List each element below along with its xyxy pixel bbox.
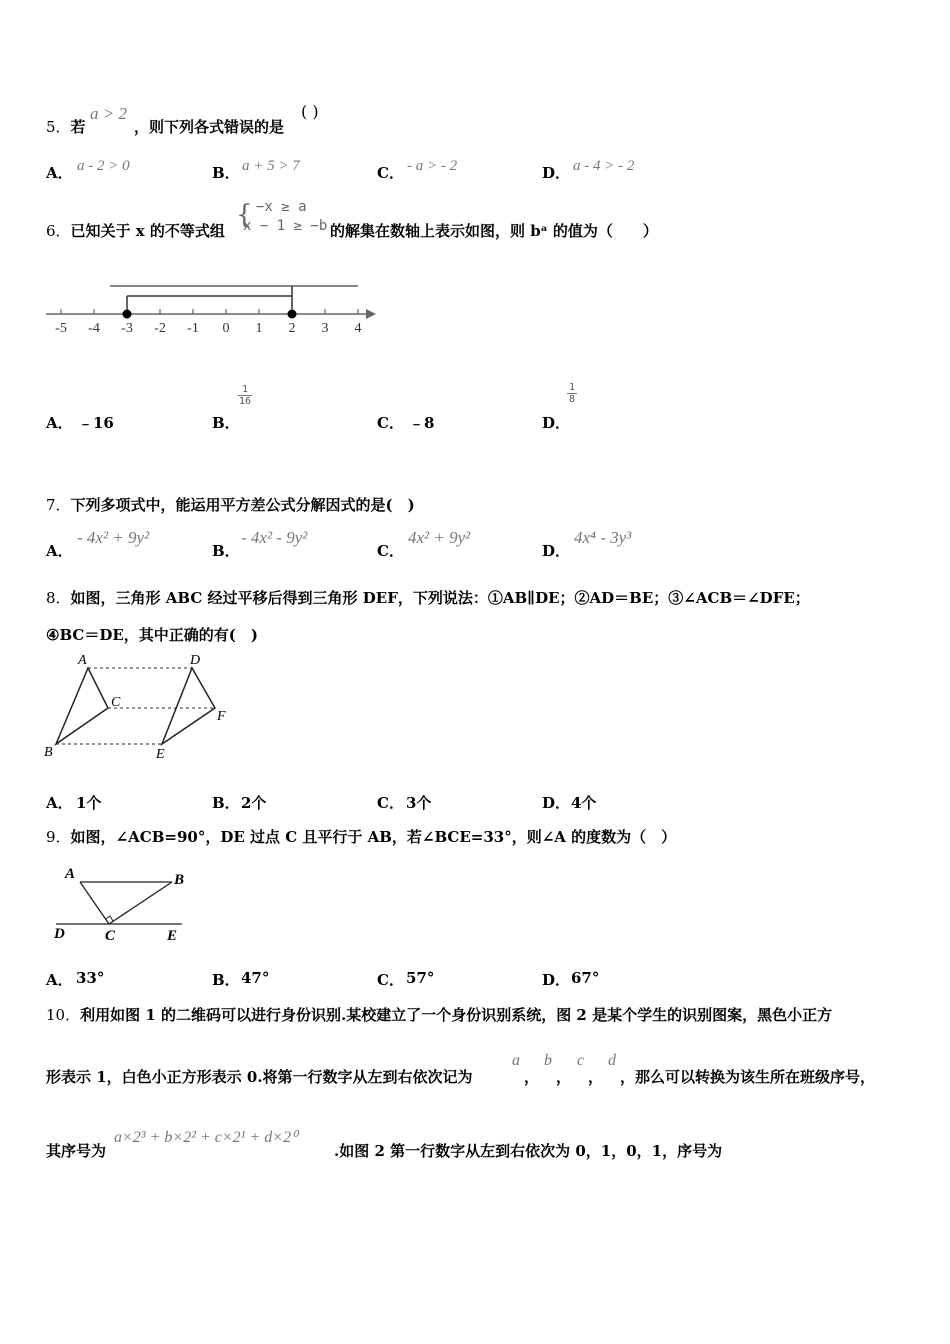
q7-number: 7． [46, 496, 71, 514]
q9-option-c-label[interactable]: C． [377, 971, 404, 989]
q6-tick-label: -4 [88, 321, 100, 336]
q5-option-a: a - 2 > 0 [77, 158, 130, 174]
q9-label-e: E [167, 928, 178, 944]
q7-option-c-label[interactable]: C． [377, 542, 404, 560]
q6-option-a: ﹣16 [78, 414, 114, 432]
q9-label-c: C [105, 928, 116, 944]
q6-tick-label: -3 [121, 321, 133, 336]
q8-stem-line1 [46, 587, 810, 608]
q9-option-a: 33° [76, 969, 105, 987]
q10-line1 [46, 1004, 832, 1025]
q8-line2: ④BC＝DE，其中正确的有( ) [46, 626, 258, 644]
q9-segment-bc [109, 882, 172, 924]
q6-stem [46, 220, 225, 241]
q10-var-b: b [544, 1052, 552, 1069]
q8-figure [40, 650, 240, 768]
q5-option-a-label[interactable]: A． [46, 164, 73, 182]
q10-line3-pre: 其序号为 [46, 1142, 107, 1160]
q6-option-b-num: 1 [241, 384, 249, 395]
q6-system-line2: x − 1 ≥ −b [243, 218, 328, 234]
q8-label-c: C [111, 695, 121, 710]
q9-option-a-label[interactable]: A． [46, 971, 73, 989]
q7-option-d-label[interactable]: D． [542, 542, 571, 560]
q9-option-d: 67° [571, 969, 600, 987]
q8-option-b-label[interactable]: B． [212, 794, 240, 812]
q8-option-b: 2个 [241, 794, 267, 812]
q10-line1-text: 利用如图 1 的二维码可以进行身份识别.某校建立了一个身份识别系统，图 2 是某个学生的识别图案，黑色小正方 [80, 1006, 833, 1024]
q5-number: 5． [46, 118, 71, 136]
q9-text: 如图，∠ACB=90°，DE 过点 C 且平行于 AB，若∠BCE=33°，则∠A 的度数为（ ） [70, 828, 677, 846]
q6-option-c: ﹣8 [409, 414, 435, 432]
q8-triangle-def [162, 668, 215, 744]
q10-var-d: d [608, 1052, 616, 1069]
q9-segment-ac [80, 882, 109, 924]
q10-line2-pre: 形表示 1，白色小正方形表示 0.将第一行数字从左到右依次记为 [46, 1068, 473, 1086]
q9-option-d-label[interactable]: D． [542, 971, 571, 989]
q5-option-b-label[interactable]: B． [212, 164, 240, 182]
q10-line2-post: ，那么可以转换为该生所在班级序号， [620, 1068, 876, 1086]
q9-label-a: A [65, 866, 76, 882]
q9-figure [46, 860, 196, 946]
q7-text: 下列多项式中，能运用平方差公式分解因式的是( ) [70, 496, 415, 514]
q8-label-a: A [78, 653, 87, 668]
q6-system-line1: −x ≥ a [256, 199, 307, 215]
q6-option-d-label[interactable]: D． [542, 414, 571, 432]
q8-triangle-abc [56, 668, 108, 744]
q6-pre: 已知关于 x 的不等式组 [70, 222, 225, 240]
q8-option-d: 4个 [571, 794, 597, 812]
q6-tick-label: 0 [222, 321, 230, 336]
q6-number: 6． [46, 222, 71, 240]
q10-number: 10． [46, 1006, 81, 1024]
q8-number: 8． [46, 589, 71, 607]
q6-number-line [40, 276, 385, 340]
q6-option-d-den: 8 [568, 394, 576, 405]
q9-label-d: D [54, 926, 65, 942]
q5-option-b: a + 5 > 7 [242, 158, 300, 174]
q10-var-a: a [512, 1052, 520, 1069]
q7-option-a-label[interactable]: A． [46, 542, 73, 560]
q5-condition: a > 2 [90, 104, 127, 123]
q7-stem [46, 494, 415, 515]
q10-sep-3: ， [588, 1068, 604, 1086]
q8-option-a-label[interactable]: A． [46, 794, 73, 812]
q7-option-b-label[interactable]: B． [212, 542, 240, 560]
q5-stem [46, 116, 86, 137]
q6-tick-label: -1 [187, 321, 199, 336]
q9-option-b-label[interactable]: B． [212, 971, 240, 989]
q5-post: ，则下列各式错误的是 [134, 118, 285, 136]
q6-tick-label: 1 [255, 321, 263, 336]
q7-option-a: - 4x² + 9y² [77, 528, 150, 547]
q7-option-b: - 4x² - 9y² [241, 528, 308, 547]
q10-line3-post: .如图 2 第一行数字从左到右依次为 0，1，0，1，序号为 [334, 1142, 723, 1160]
q9-stem [46, 826, 676, 847]
q6-option-d-fraction [567, 382, 577, 405]
q6-option-d-num: 1 [568, 382, 576, 393]
q5-pre: 若 [70, 118, 86, 136]
q8-option-c: 3个 [406, 794, 432, 812]
q8-label-d: D [190, 653, 201, 668]
q6-tick-label: -5 [55, 321, 67, 336]
q9-option-c: 57° [406, 969, 435, 987]
q5-paren: ( ) [301, 102, 319, 121]
q6-tick-label: 4 [354, 321, 362, 336]
q8-option-a: 1个 [76, 794, 102, 812]
q7-option-d: 4x⁴ - 3y³ [574, 528, 632, 547]
q9-label-b: B [174, 872, 185, 888]
q6-brace: { [236, 200, 253, 230]
q8-label-f: F [217, 709, 226, 724]
q10-var-c: c [577, 1052, 585, 1069]
q7-option-c: 4x² + 9y² [408, 528, 471, 547]
q6-closed-point [288, 310, 297, 319]
q6-post: 的解集在数轴上表示如图，则 bᵃ 的值为（ ） [330, 222, 658, 240]
q6-option-b-label[interactable]: B． [212, 414, 240, 432]
q8-line1: 如图，三角形 ABC 经过平移后得到三角形 DEF，下列说法：①AB∥DE；②AD＝BE；③∠ACB＝∠DFE； [70, 589, 810, 607]
q8-option-c-label[interactable]: C． [377, 794, 404, 812]
q9-number: 9． [46, 828, 71, 846]
q6-option-b-den: 16 [238, 396, 252, 407]
q5-option-c-label[interactable]: C． [377, 164, 404, 182]
q5-option-d: a - 4 > - 2 [573, 158, 635, 174]
q10-sep-1: ， [524, 1068, 540, 1086]
q10-sep-2: ， [556, 1068, 572, 1086]
q6-option-c-label[interactable]: C． [377, 414, 404, 432]
q6-closed-point [123, 310, 132, 319]
q10-formula: a×2³ + b×2² + c×2¹ + d×2⁰ [114, 1129, 298, 1146]
q6-tick-label: -2 [154, 321, 166, 336]
q6-option-b-fraction [238, 384, 252, 407]
q6-axis-arrow [366, 309, 376, 319]
q9-option-b: 47° [241, 969, 270, 987]
q6-tick-label: 3 [321, 321, 329, 336]
q8-label-e: E [156, 747, 165, 762]
q6-tick-label: 2 [288, 321, 296, 336]
q5-option-d-label[interactable]: D． [542, 164, 571, 182]
q8-label-b: B [44, 745, 53, 760]
q6-option-a-label[interactable]: A． [46, 414, 73, 432]
q8-option-d-label[interactable]: D． [542, 794, 571, 812]
q5-option-c: - a > - 2 [407, 158, 458, 174]
